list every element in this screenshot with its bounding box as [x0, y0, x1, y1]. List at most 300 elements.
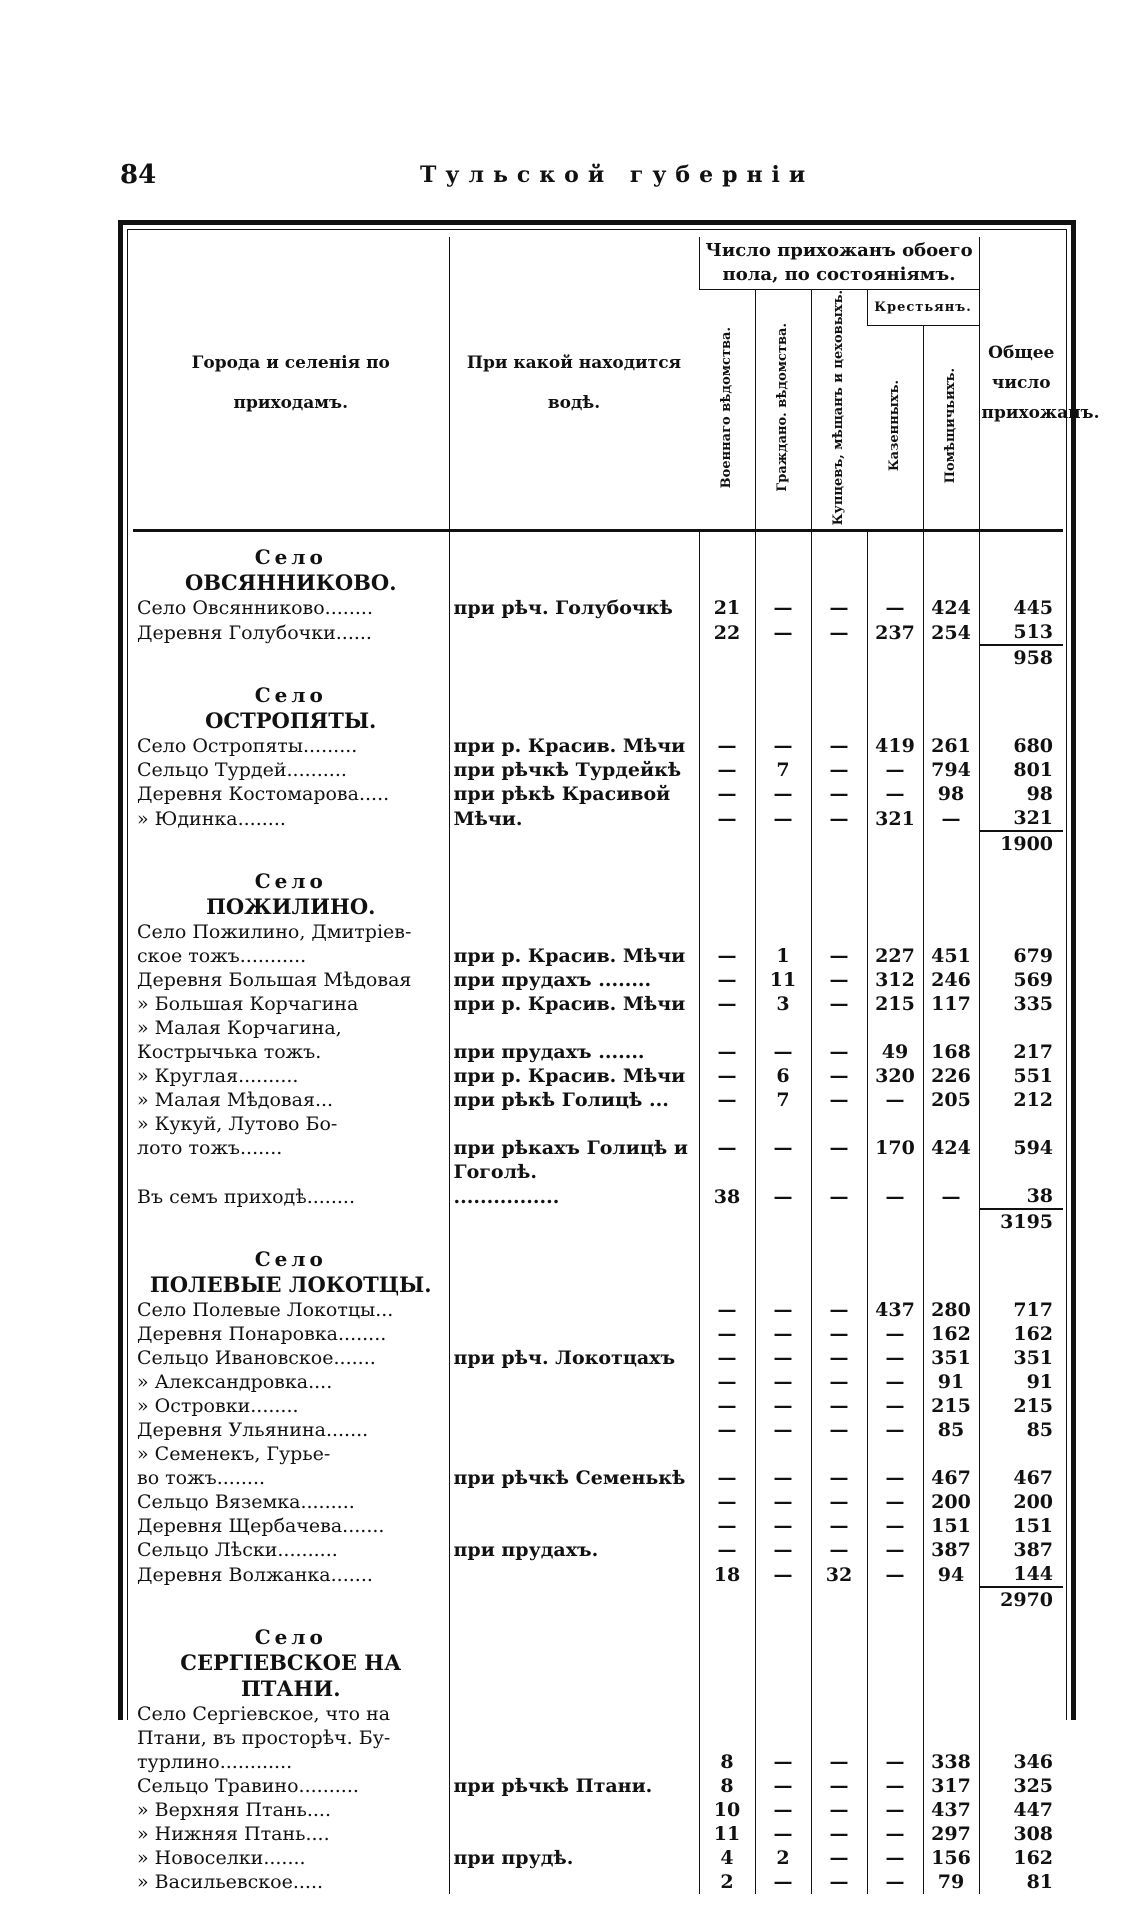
table-row [133, 1750, 1063, 1774]
total-count: 447 [979, 1798, 1063, 1822]
empty-cell [867, 1650, 923, 1702]
empty-cell [449, 645, 699, 670]
water-body: при рѣчкѣ Турдейкѣ [449, 758, 699, 782]
dot-leader: ......... [300, 1491, 355, 1514]
empty-cell [755, 868, 811, 894]
table-row [133, 806, 1063, 831]
merchant-count: — [811, 1040, 867, 1064]
empty-cell [867, 708, 923, 734]
col-header-state: Казенныхъ. [886, 379, 902, 472]
total-count: 144 [979, 1562, 1063, 1587]
water-body [449, 1750, 699, 1774]
state-peasant-count [867, 1016, 923, 1040]
civil-count: — [755, 1822, 811, 1846]
empty-cell [867, 645, 923, 670]
dot-leader: ........ [216, 1467, 266, 1490]
total-count [979, 1160, 1063, 1184]
civil-count: 7 [755, 1088, 811, 1112]
empty-cell [133, 1587, 449, 1612]
state-peasant-count: — [867, 758, 923, 782]
civil-count: — [755, 596, 811, 620]
section-name: СЕРГІЕВСКОЕ НА ПТАНИ. [180, 1650, 402, 1702]
table-row [133, 1774, 1063, 1798]
dot-leader: ........... [239, 945, 307, 968]
empty-cell [449, 1246, 699, 1272]
settlement-name-text: » Верхняя Птань [137, 1799, 307, 1822]
settlement-name-text: Село Пожилино, Дмитріев- [137, 921, 412, 944]
empty-cell [923, 1234, 979, 1246]
settlement-name [133, 1418, 449, 1442]
empty-cell [699, 831, 755, 856]
state-peasant-count [867, 1702, 923, 1726]
settlement-name-text: » Нижняя Птань [137, 1823, 306, 1846]
empty-cell [755, 1587, 811, 1612]
landlord-peasant-count: 91 [923, 1370, 979, 1394]
state-peasant-count: 321 [867, 806, 923, 831]
state-peasant-count: — [867, 1322, 923, 1346]
merchant-count: — [811, 1774, 867, 1798]
merchant-count: — [811, 1394, 867, 1418]
settlement-name [133, 1514, 449, 1538]
empty-cell [699, 1234, 755, 1246]
landlord-peasant-count: 79 [923, 1870, 979, 1894]
table-row [133, 1870, 1063, 1894]
civil-count: 1 [755, 944, 811, 968]
table-row [133, 944, 1063, 968]
merchant-count: — [811, 1490, 867, 1514]
section-name: ПОЛЕВЫЕ ЛОКОТЦЫ. [149, 1272, 432, 1298]
settlement-name-text: » Юдинка [137, 808, 238, 831]
parish-table [133, 237, 1100, 1894]
dot-leader: ..... [292, 1871, 324, 1894]
military-count: — [699, 1418, 755, 1442]
landlord-peasant-count: 437 [923, 1798, 979, 1822]
empty-cell [699, 682, 755, 708]
section-sum: 1900 [979, 831, 1063, 856]
dot-leader: .......... [286, 759, 347, 782]
empty-cell [811, 1272, 867, 1298]
state-peasant-count: — [867, 1750, 923, 1774]
total-count: 594 [979, 1136, 1063, 1160]
empty-cell [979, 570, 1063, 596]
dot-leader: .......... [277, 1539, 338, 1562]
total-count: 38 [979, 1184, 1063, 1209]
dot-leader: .......... [238, 1065, 299, 1088]
landlord-peasant-count: 297 [923, 1822, 979, 1846]
civil-count: — [755, 1322, 811, 1346]
dot-leader: ....... [263, 1847, 306, 1870]
table-row [133, 1184, 1063, 1209]
landlord-peasant-count [923, 1160, 979, 1184]
settlement-name-text: Деревня Костомарова [137, 783, 359, 806]
merchant-count [811, 1112, 867, 1136]
water-body: при рѣчкѣ Семенькѣ [449, 1466, 699, 1490]
settlement-name-text: » Васильевское [137, 1871, 293, 1894]
table-row [133, 1418, 1063, 1442]
state-peasant-count: — [867, 1370, 923, 1394]
state-peasant-count: — [867, 782, 923, 806]
empty-cell [867, 544, 923, 570]
empty-cell [449, 1234, 699, 1246]
military-count: 2 [699, 1870, 755, 1894]
section-label: Село [254, 683, 327, 708]
table-row [133, 1112, 1063, 1136]
settlement-name [133, 1798, 449, 1822]
merchant-count: — [811, 1184, 867, 1209]
civil-count [755, 1016, 811, 1040]
empty-cell [755, 1612, 811, 1624]
water-body: при р. Красив. Мѣчи [449, 944, 699, 968]
empty-cell [449, 1624, 699, 1650]
col-header-name: Города и селенія по приходамъ. [133, 237, 449, 531]
merchant-count: — [811, 944, 867, 968]
water-body: при р. Красив. Мѣчи [449, 992, 699, 1016]
total-count: 351 [979, 1346, 1063, 1370]
water-body: Гоголѣ. [449, 1160, 699, 1184]
table-row [133, 758, 1063, 782]
state-peasant-count: — [867, 1870, 923, 1894]
landlord-peasant-count [923, 920, 979, 944]
settlement-name-text: ское тожъ [137, 945, 240, 968]
water-body: при рѣкѣ Красивой [449, 782, 699, 806]
empty-cell [867, 894, 923, 920]
empty-cell [923, 1272, 979, 1298]
settlement-name [133, 1702, 449, 1726]
state-peasant-count: — [867, 1418, 923, 1442]
empty-cell [923, 868, 979, 894]
water-body [449, 1418, 699, 1442]
civil-count: — [755, 620, 811, 645]
empty-cell [699, 708, 755, 734]
col-header-group: Число прихожанъ обоего пола, по состояніямъ. [699, 237, 979, 290]
water-body [449, 1442, 699, 1466]
merchant-count [811, 1726, 867, 1750]
table-row [133, 1394, 1063, 1418]
empty-cell [979, 1612, 1063, 1624]
total-count: 551 [979, 1064, 1063, 1088]
table-row [133, 1298, 1063, 1322]
civil-count: 6 [755, 1064, 811, 1088]
civil-count: 3 [755, 992, 811, 1016]
settlement-name-text: Сельцо Вяземка [137, 1491, 301, 1514]
total-count [979, 1442, 1063, 1466]
military-count: 8 [699, 1750, 755, 1774]
empty-cell [699, 1650, 755, 1702]
landlord-peasant-count: 168 [923, 1040, 979, 1064]
total-count: 445 [979, 596, 1063, 620]
landlord-peasant-count: 451 [923, 944, 979, 968]
settlement-name [133, 1442, 449, 1466]
military-count: — [699, 1346, 755, 1370]
dot-leader: ... [314, 1089, 334, 1112]
civil-count [755, 1726, 811, 1750]
settlement-name [133, 1870, 449, 1894]
empty-cell [811, 531, 867, 545]
dot-leader: ........ [306, 1186, 356, 1209]
total-count: 85 [979, 1418, 1063, 1442]
empty-cell [755, 1650, 811, 1702]
empty-cell [979, 531, 1063, 545]
total-count: 212 [979, 1088, 1063, 1112]
empty-cell [755, 645, 811, 670]
settlement-name [133, 1750, 449, 1774]
empty-cell [979, 1272, 1063, 1298]
total-count: 801 [979, 758, 1063, 782]
total-count: 151 [979, 1514, 1063, 1538]
military-count [699, 1016, 755, 1040]
total-count: 98 [979, 782, 1063, 806]
military-count: 8 [699, 1774, 755, 1798]
landlord-peasant-count: 156 [923, 1846, 979, 1870]
landlord-peasant-count: 246 [923, 968, 979, 992]
settlement-name-text: Деревня Волжанка [137, 1564, 331, 1587]
empty-cell [449, 531, 699, 545]
landlord-peasant-count [923, 1702, 979, 1726]
water-body [449, 1870, 699, 1894]
dot-leader: ....... [342, 1515, 385, 1538]
empty-cell [923, 894, 979, 920]
col-header-total: Общее число прихожанъ. [979, 237, 1063, 531]
civil-count: — [755, 1538, 811, 1562]
settlement-name [133, 1846, 449, 1870]
empty-cell [923, 1246, 979, 1272]
military-count: — [699, 1394, 755, 1418]
merchant-count: — [811, 1088, 867, 1112]
dot-leader: ........ [337, 1323, 387, 1346]
dot-leader: ..... [358, 783, 390, 806]
landlord-peasant-count: 85 [923, 1418, 979, 1442]
civil-count: — [755, 1466, 811, 1490]
table-row [133, 734, 1063, 758]
settlement-name [133, 620, 449, 645]
col-header-peasants: Крестьянъ. [867, 290, 979, 326]
settlement-name [133, 1136, 449, 1160]
empty-cell [133, 856, 449, 868]
total-count: 308 [979, 1822, 1063, 1846]
military-count: — [699, 1514, 755, 1538]
state-peasant-count [867, 1726, 923, 1750]
water-body [449, 1394, 699, 1418]
empty-cell [699, 645, 755, 670]
dot-leader: ....... [325, 1419, 369, 1442]
landlord-peasant-count: 424 [923, 596, 979, 620]
water-body: при р. Красив. Мѣчи [449, 1064, 699, 1088]
civil-count [755, 1702, 811, 1726]
settlement-name [133, 1184, 449, 1209]
section-label: Село [254, 545, 327, 570]
civil-count: — [755, 1514, 811, 1538]
settlement-name-text: Деревня Большая Мѣдовая [137, 969, 412, 992]
settlement-name [133, 734, 449, 758]
total-count: 513 [979, 620, 1063, 645]
settlement-name-text: » Новоселки [137, 1847, 264, 1870]
dot-leader: .... [305, 1823, 330, 1846]
total-count: 680 [979, 734, 1063, 758]
empty-cell [811, 645, 867, 670]
empty-cell [811, 856, 867, 868]
military-count: — [699, 1064, 755, 1088]
military-count: — [699, 1322, 755, 1346]
military-count: — [699, 758, 755, 782]
empty-cell [923, 1209, 979, 1234]
empty-cell [923, 856, 979, 868]
civil-count [755, 920, 811, 944]
col-header-water: При какой находится водѣ. [449, 237, 699, 531]
dot-leader: ...... [335, 622, 372, 645]
settlement-name [133, 1040, 449, 1064]
military-count: — [699, 782, 755, 806]
state-peasant-count [867, 1160, 923, 1184]
table-row [133, 1442, 1063, 1466]
state-peasant-count: — [867, 596, 923, 620]
empty-cell [867, 856, 923, 868]
empty-cell [979, 1234, 1063, 1246]
civil-count: — [755, 1346, 811, 1370]
parish-table-frame [118, 220, 1100, 1894]
empty-cell [811, 544, 867, 570]
empty-cell [811, 894, 867, 920]
total-count: 321 [979, 806, 1063, 831]
dot-leader: ... [375, 1299, 394, 1322]
section-name: ПОЖИЛИНО. [206, 894, 376, 920]
dot-leader: ........ [324, 597, 373, 620]
settlement-name-text: Деревня Голубочки [137, 622, 336, 645]
empty-cell [133, 1209, 449, 1234]
military-count: — [699, 944, 755, 968]
state-peasant-count: — [867, 1822, 923, 1846]
settlement-name [133, 968, 449, 992]
water-body: при рѣч. Локотцахъ [449, 1346, 699, 1370]
empty-cell [923, 1624, 979, 1650]
empty-cell [923, 670, 979, 682]
dot-leader: ............ [219, 1751, 293, 1774]
civil-count: — [755, 1040, 811, 1064]
dot-leader: .... [308, 1371, 333, 1394]
state-peasant-count: — [867, 1184, 923, 1209]
merchant-count: — [811, 1064, 867, 1088]
empty-cell [811, 1587, 867, 1612]
merchant-count: — [811, 1466, 867, 1490]
merchant-count: — [811, 1418, 867, 1442]
merchant-count: — [811, 620, 867, 645]
empty-cell [979, 670, 1063, 682]
settlement-name [133, 1298, 449, 1322]
settlement-name [133, 1774, 449, 1798]
merchant-count: — [811, 734, 867, 758]
empty-cell [699, 1587, 755, 1612]
empty-cell [699, 544, 755, 570]
state-peasant-count: 237 [867, 620, 923, 645]
landlord-peasant-count: 351 [923, 1346, 979, 1370]
merchant-count [811, 1442, 867, 1466]
settlement-name-text: » Семенекъ, Гурье- [137, 1443, 331, 1466]
empty-cell [867, 1587, 923, 1612]
merchant-count: — [811, 1136, 867, 1160]
landlord-peasant-count: 338 [923, 1750, 979, 1774]
state-peasant-count: — [867, 1846, 923, 1870]
water-body [449, 920, 699, 944]
empty-cell [867, 1624, 923, 1650]
military-count [699, 1726, 755, 1750]
civil-count: 7 [755, 758, 811, 782]
settlement-name [133, 1490, 449, 1514]
settlement-name-text: Село Полевые Локотцы [137, 1299, 376, 1322]
total-count: 569 [979, 968, 1063, 992]
section-sum: 958 [979, 645, 1063, 670]
empty-cell [699, 856, 755, 868]
merchant-count: — [811, 968, 867, 992]
empty-cell [699, 531, 755, 545]
empty-cell [449, 1650, 699, 1702]
empty-cell [923, 708, 979, 734]
landlord-peasant-count: 151 [923, 1514, 979, 1538]
empty-cell [811, 831, 867, 856]
merchant-count: — [811, 1514, 867, 1538]
total-count: 162 [979, 1322, 1063, 1346]
empty-cell [923, 570, 979, 596]
settlement-name-text: Деревня Щербачева [137, 1515, 343, 1538]
water-body [449, 1514, 699, 1538]
military-count: 18 [699, 1562, 755, 1587]
landlord-peasant-count: — [923, 1184, 979, 1209]
military-count: — [699, 1298, 755, 1322]
civil-count: — [755, 1750, 811, 1774]
military-count: — [699, 1370, 755, 1394]
empty-cell [755, 1234, 811, 1246]
landlord-peasant-count: 387 [923, 1538, 979, 1562]
settlement-name-text: Въ семъ приходѣ [137, 1186, 307, 1209]
merchant-count [811, 920, 867, 944]
civil-count: — [755, 1136, 811, 1160]
dot-leader: . [315, 1041, 322, 1064]
empty-cell [979, 894, 1063, 920]
empty-cell [699, 1209, 755, 1234]
empty-cell [133, 645, 449, 670]
empty-cell [811, 1612, 867, 1624]
settlement-name-text: Сельцо Травино [137, 1775, 299, 1798]
table-row [133, 620, 1063, 645]
state-peasant-count [867, 1112, 923, 1136]
table-row [133, 1160, 1063, 1184]
settlement-name [133, 1394, 449, 1418]
state-peasant-count [867, 1442, 923, 1466]
water-body: при р. Красив. Мѣчи [449, 734, 699, 758]
empty-cell [699, 1612, 755, 1624]
empty-cell [979, 544, 1063, 570]
total-count: 162 [979, 1846, 1063, 1870]
col-header-civil: Граждано. вѣдомства. [775, 323, 790, 492]
military-count: 22 [699, 620, 755, 645]
state-peasant-count: 227 [867, 944, 923, 968]
state-peasant-count: 320 [867, 1064, 923, 1088]
total-count: 679 [979, 944, 1063, 968]
table-body [133, 531, 1063, 1895]
empty-cell [811, 1209, 867, 1234]
section-sum: 2970 [979, 1587, 1063, 1612]
table-row [133, 1016, 1063, 1040]
empty-cell [923, 645, 979, 670]
total-count: 325 [979, 1774, 1063, 1798]
civil-count: — [755, 1798, 811, 1822]
empty-cell [811, 1624, 867, 1650]
water-body: при рѣчкѣ Птани. [449, 1774, 699, 1798]
landlord-peasant-count: 261 [923, 734, 979, 758]
military-count: — [699, 1040, 755, 1064]
table-row [133, 1538, 1063, 1562]
table-row [133, 1370, 1063, 1394]
page-number: 84 [120, 160, 157, 190]
landlord-peasant-count: 254 [923, 620, 979, 645]
